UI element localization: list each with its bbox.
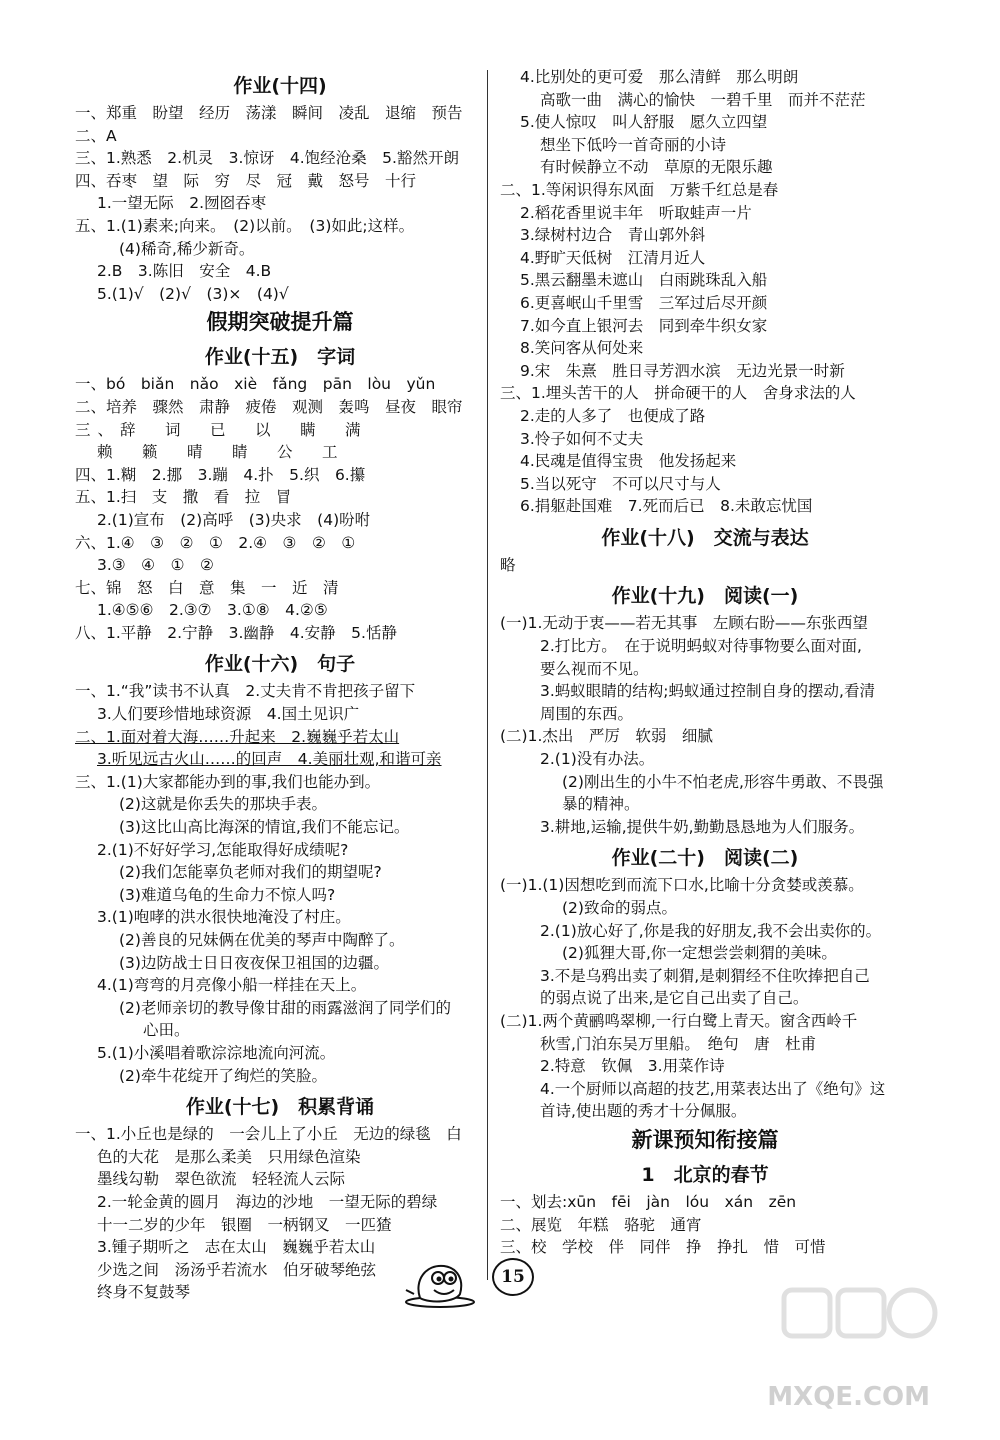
answer-line: (4)稀奇,稀少新奇。	[119, 239, 255, 258]
answer-line: 3.怜子如何不丈夫	[520, 429, 644, 448]
answer-line: 七、锦 怒 白 意 集 一 近 清	[75, 578, 339, 597]
answer-line: (3)边防战士日日夜夜保卫祖国的边疆。	[119, 953, 389, 972]
answer-line: 二、A	[75, 126, 117, 145]
homework-20-title: 作业(二十) 阅读(二)	[611, 847, 799, 870]
answer-line: 首诗,使出题的秀才十分佩服。	[540, 1102, 747, 1121]
answer-line: 六、1.④ ③ ② ① 2.④ ③ ② ①	[75, 533, 356, 552]
answer-line: 5.(1)小溪唱着歌淙淙地流向河流。	[97, 1043, 336, 1062]
answer-line: 3.人们要珍惜地球资源 4.国土见识广	[97, 705, 360, 724]
answer-line: (2)刚出生的小牛不怕老虎,形容牛勇敢、不畏强	[562, 772, 884, 791]
answer-line: 五、1.(1)素来;向来。 (2)以前。 (3)如此;这样。	[75, 216, 415, 235]
answer-line: 五、1.扫 支 撒 看 拉 冒	[75, 488, 292, 507]
answer-line: 略	[500, 555, 516, 574]
left-column	[75, 66, 485, 1304]
answer-line: (2)狐狸大哥,你一定想尝尝刺猬的美味。	[562, 944, 837, 963]
answer-line: (3)难道乌龟的生命力不惊人吗?	[119, 885, 336, 904]
answer-line: (二)1.两个黄鹂鸣翠柳,一行白鹭上青天。窗含西岭千	[500, 1011, 858, 1030]
homework-17-title: 作业(十七) 积累背诵	[185, 1096, 375, 1119]
answer-line: 色的大花 是那么柔美 只用绿色渲染	[97, 1147, 361, 1166]
answer-line: 二、培养 骤然 肃静 疲倦 观测 轰鸣 昼夜 眼帘	[75, 397, 463, 416]
answer-line: 4.比别处的更可爱 那么清鲜 那么明朗	[520, 68, 799, 86]
answer-line: 1.④⑤⑥ 2.③⑦ 3.①⑧ 4.②⑤	[97, 601, 328, 620]
answer-line: 一、bó biǎn nǎo xiè fǎng pān lòu yǔn	[75, 375, 436, 394]
watermark-logo-icon	[780, 1280, 940, 1370]
homework-18-title: 作业(十八) 交流与表达	[601, 526, 809, 549]
answer-line: 四、吞枣 望 际 穷 尽 冠 戴 怒号 十行	[75, 171, 417, 190]
answer-line: 6.捐躯赴国难 7.死而后已 8.未敢忘忧国	[520, 497, 813, 516]
answer-line: 有时候静立不动 草原的无限乐趣	[540, 158, 773, 177]
answer-line: (2)这就是你丢失的那块手表。	[119, 795, 327, 814]
answer-line: 秋雪,门泊东吴万里船。 绝句 唐 杜甫	[540, 1034, 817, 1053]
answer-line: 想坐下低吟一首奇丽的小诗	[540, 135, 727, 154]
answer-line: 二、展览 年糕 骆驼 通宵	[500, 1215, 702, 1234]
answer-line: 墨线勾勒 翠色欲流 轻轻流人云际	[97, 1170, 346, 1189]
answer-line: 3.锺子期听之 志在太山 巍巍乎若太山	[97, 1238, 376, 1257]
homework-14-title: 作业(十四)	[233, 75, 327, 97]
section-heading: 假期突破提升篇	[206, 310, 354, 335]
answer-line: (2)牵牛花绽开了绚烂的笑脸。	[119, 1066, 327, 1085]
answer-line: 3.绿树村边合 青山郭外斜	[520, 226, 706, 245]
answer-line: 三、辞 词 已 以 瞒 满	[75, 420, 368, 439]
answer-line: 5.当以死守 不可以尺寸与人	[520, 474, 721, 493]
answer-line: 9.宋 朱熹 胜日寻芳泗水滨 无边光景一时新	[520, 361, 845, 380]
answer-line: 5.(1)√ (2)√ (3)× (4)√	[97, 284, 289, 303]
answer-line: 一、郑重 盼望 经历 荡漾 瞬间 凌乱 退缩 预告	[75, 104, 463, 122]
answer-line: 高歌一曲 满心的愉快 一碧千里 而并不茫茫	[540, 90, 866, 109]
answer-line: 5.黑云翻墨未遮山 白雨跳珠乱入船	[520, 271, 768, 290]
answer-line: 5.使人惊叹 叫人舒服 愿久立四望	[520, 113, 768, 132]
watermark-text: MXQE.COM	[767, 1382, 930, 1412]
answer-line: 2.(1)宣布 (2)高呼 (3)央求 (4)吩咐	[97, 510, 371, 529]
answer-line: 2.稻花香里说丰年 听取蛙声一片	[520, 203, 752, 222]
answer-line: 1.一望无际 2.囫囵吞枣	[97, 194, 267, 213]
answer-line: 3.不是乌鸦出卖了刺猬,是刺猬经不住吹捧把自己	[540, 966, 870, 985]
answer-line: 一、1.“我”读书不认真 2.丈夫肯不肯把孩子留下	[75, 682, 416, 701]
answer-line: 8.笑问客从何处来	[520, 339, 644, 358]
homework-19-title: 作业(十九) 阅读(一)	[611, 585, 799, 608]
answer-line: 4.(1)弯弯的月亮像小船一样挂在天上。	[97, 976, 367, 995]
answer-line: 3.蚂蚁眼睛的结构;蚂蚁通过控制自身的摆动,看清	[540, 682, 875, 701]
answer-line: 3.听见远古火山……的回声 4.美丽壮观,和谐可亲	[97, 750, 442, 769]
answer-line: 暴的精神。	[562, 795, 640, 814]
answer-line: (2)我们怎能辜负老师对我们的期望呢?	[119, 863, 382, 882]
answer-line: 赖 籁 晴 睛 公 工	[97, 443, 345, 462]
answer-line: 四、1.糊 2.挪 3.蹦 4.扑 5.织 6.攥	[75, 465, 366, 484]
answer-line: 2.特意 钦佩 3.用菜作诗	[540, 1057, 725, 1076]
answer-line: 二、1.面对着大海……升起来 2.巍巍乎若太山	[75, 727, 400, 746]
answer-line: 2.B 3.陈旧 安全 4.B	[97, 262, 272, 281]
answer-line: 2.(1)没有办法。	[540, 750, 655, 769]
answer-line: 2.(1)放心好了,你是我的好朋友,我不会出卖你的。	[540, 921, 882, 940]
answer-line: 2.一轮金黄的圆月 海边的沙地 一望无际的碧绿	[97, 1192, 438, 1211]
answer-line: 2.走的人多了 也便成了路	[520, 406, 706, 425]
answer-line: 4.野旷天低树 江清月近人	[520, 248, 706, 267]
answer-line: (2)致命的弱点。	[562, 899, 677, 917]
answer-line: 心田。	[143, 1021, 190, 1040]
answer-line: 二、1.等闲识得东风面 万紫千红总是春	[500, 180, 779, 199]
answer-line: (3)这比山高比海深的情谊,我们不能忘记。	[119, 818, 410, 837]
answer-line: 4.民魂是值得宝贵 他发扬起来	[520, 452, 737, 471]
homework-16-title: 作业(十六) 句子	[204, 653, 356, 676]
answer-line: 的弱点说了出来,是它自己出卖了自己。	[540, 989, 809, 1008]
answer-line: 周围的东西。	[540, 704, 634, 723]
answer-line: 终身不复鼓琴	[97, 1283, 191, 1302]
answer-line: 4.一个厨师以高超的技艺,用菜表达出了《绝句》这	[540, 1079, 886, 1098]
mascot-icon	[400, 1250, 492, 1310]
answer-line: 三、1.埋头苦干的人 拼命硬干的人 舍身求法的人	[500, 384, 856, 403]
answer-line: (二)1.杰出 严厉 软弱 细腻	[500, 727, 713, 746]
answer-line: 一、1.小丘也是绿的 一会儿上了小丘 无边的绿毯 白	[75, 1125, 462, 1144]
answer-line: 3.(1)咆哮的洪水很快地淹没了村庄。	[97, 908, 351, 927]
answer-line: 少选之间 汤汤乎若流水 伯牙破琴绝弦	[97, 1260, 377, 1279]
answer-line: 3.③ ④ ① ②	[97, 556, 214, 575]
answer-line: 三、1.(1)大家都能办到的事,我们也能办到。	[75, 772, 381, 791]
answer-line: 要么视而不见。	[540, 659, 649, 678]
answer-line: 三、1.熟悉 2.机灵 3.惊讶 4.饱经沧桑 5.豁然开朗	[75, 149, 459, 168]
answer-line: 6.更喜岷山千里雪 三军过后尽开颜	[520, 293, 768, 312]
homework-15-title: 作业(十五) 字词	[204, 346, 356, 369]
column-divider	[487, 70, 488, 1280]
answer-line: 十一二岁的少年 银圈 一柄钢叉 一匹猹	[97, 1215, 392, 1234]
answer-line: (2)老师亲切的教导像甘甜的雨露滋润了同学们的	[119, 998, 451, 1017]
answer-line: 三、校 学校 伴 同伴 挣 挣扎 惜 可惜	[500, 1238, 826, 1257]
answer-line: 2.打比方。 在于说明蚂蚁对待事物要么面对面,	[540, 637, 862, 656]
answer-line: (2)善良的兄妹俩在优美的琴声中陶醉了。	[119, 931, 405, 949]
page-number: 15	[492, 1258, 534, 1296]
answer-line: (一)1.无动于衷——若无其事 左顾右盼——东张西望	[500, 614, 868, 633]
answer-line: 7.如今直上银河去 同到牵牛织女家	[520, 316, 768, 335]
answer-line: 八、1.平静 2.宁静 3.幽静 4.安静 5.恬静	[75, 623, 397, 642]
answer-line: (一)1.(1)因想吃到而流下口水,比喻十分贪婪或羡慕。	[500, 876, 864, 895]
answer-line: 3.耕地,运输,提供牛奶,勤勤恳恳地为人们服务。	[540, 817, 865, 836]
answer-line: 2.(1)不好好学习,怎能取得好成绩呢?	[97, 840, 349, 859]
section-heading: 新课预知衔接篇	[631, 1127, 779, 1152]
lesson-1-title: 1 北京的春节	[641, 1163, 769, 1186]
right-column	[500, 66, 910, 1259]
answer-line: 一、划去:xūn fēi jàn lóu xán zēn	[500, 1192, 797, 1211]
